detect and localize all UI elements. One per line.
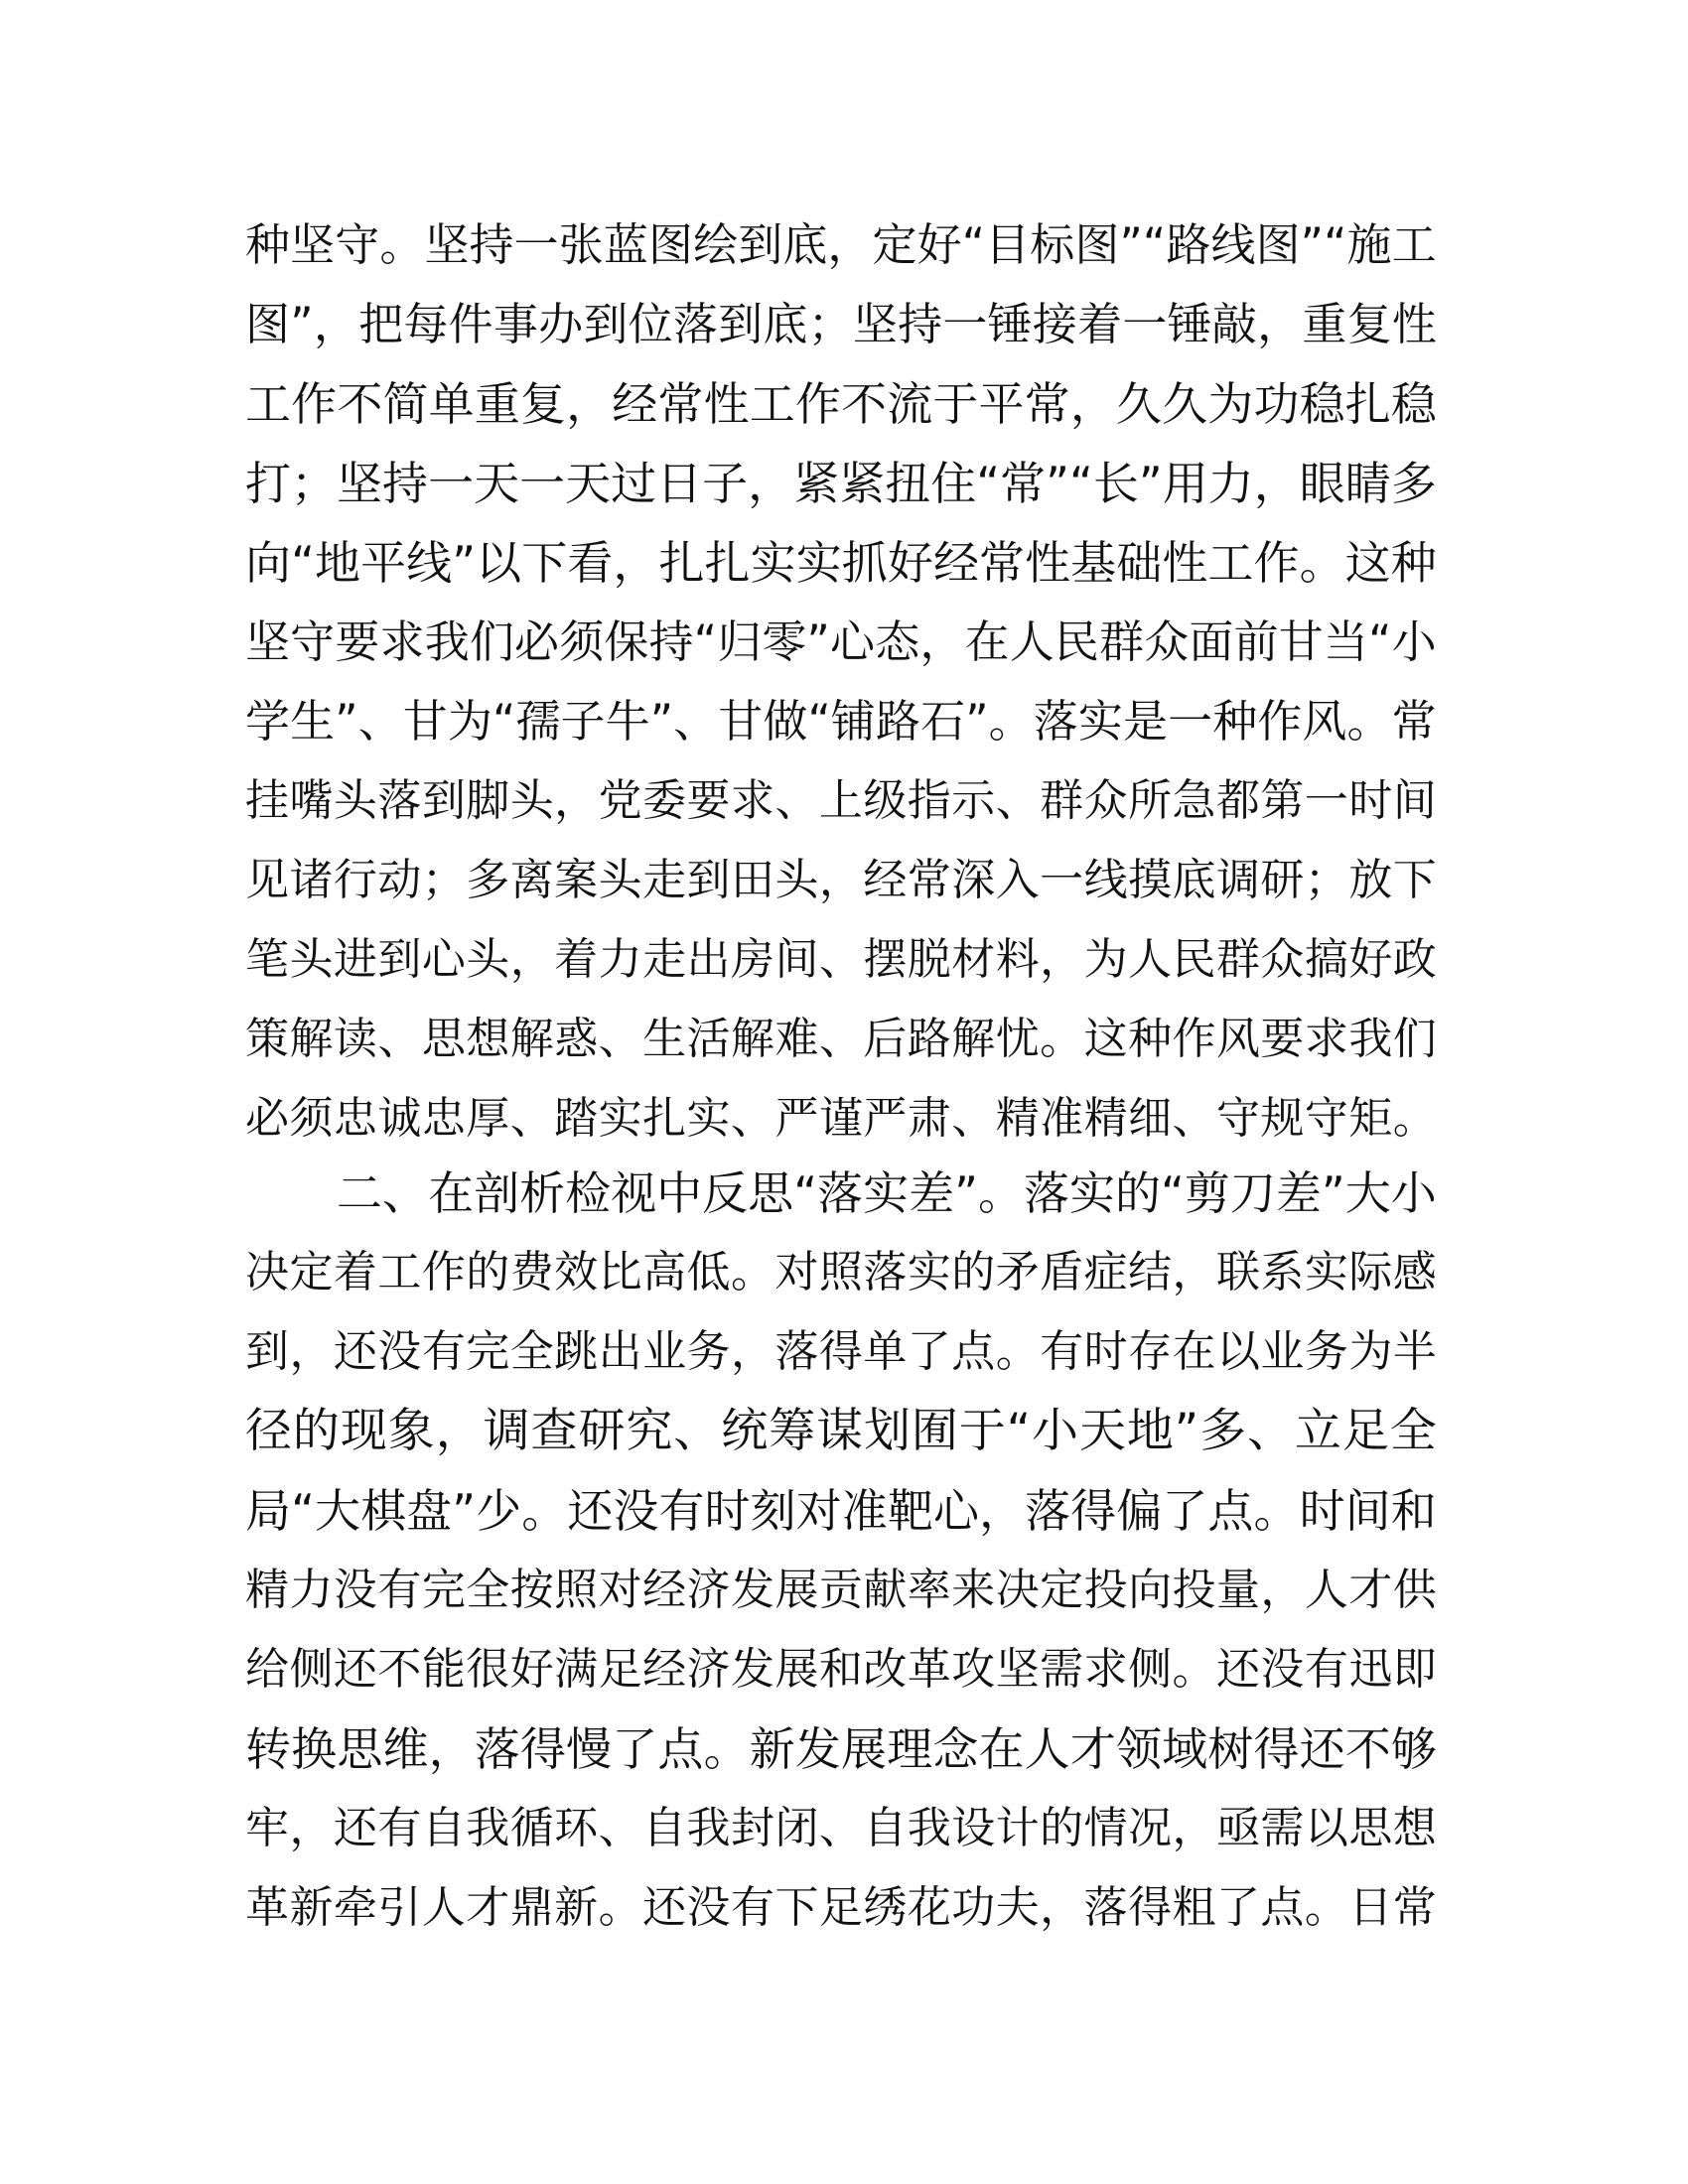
- text-line: 转 换 思 维 ， 落 得 慢 了 点 。 新 发 展 理 念 在 人 才 领 域 树 得 还 不 够: [245, 1722, 1437, 1776]
- text-line: 见 诸 行 动 ； 多 离 案 头 走 到 田 头 ， 经 常 深 入 一 线 摸 底 调 研 ； 放 下: [245, 855, 1437, 905]
- text-line: 径 的 现 象 ， 调 查 研 究 、 统 筹 谋 划 囿 于 “ 小 天 地 ” 多 、 立 足 全: [245, 1404, 1437, 1458]
- text-line: 图 ” ， 把 每 件 事 办 到 位 落 到 底 ； 坚 持 一 锤 接 着 一 锤 敲 ， 重 复 性: [245, 298, 1437, 350]
- text-line: 工 作 不 简 单 重 复 ， 经 常 性 工 作 不 流 于 平 常 ， 久 久 为 功 稳 扎 稳: [245, 377, 1437, 431]
- text-line: 挂 嘴 头 落 到 脚 头 ， 党 委 要 求 、 上 级 指 示 、 群 众 所 急 都 第 一 时 间: [245, 775, 1437, 826]
- paragraph-1: [245, 205, 1437, 1159]
- text-line: 打 ； 坚 持 一 天 一 天 过 日 子 ， 紧 紧 扭 住 “ 常 ” “ 长 ” 用 力 ， 眼 睛 多: [245, 457, 1437, 510]
- text-line: 笔 头 进 到 心 头 ， 着 力 走 出 房 间 、 摆 脱 材 料 ， 为 人 民 群 众 搞 好 政: [245, 934, 1437, 985]
- text-line: 学 生 ” 、 甘 为 “ 孺 子 牛 ” 、 甘 做 “ 铺 路 石 ” 。 落 实 是 一 种 作 风 。 常: [245, 695, 1437, 748]
- text-line: 必 须 忠 诚 忠 厚 、 踏 实 扎 实 、 严 谨 严 肃 、 精 准 精 细 、 守 规 守 矩 。: [245, 1093, 1437, 1144]
- paragraph-2: [245, 1154, 1437, 1948]
- text-line: 坚 守 要 求 我 们 必 须 保 持 “ 归 零 ” 心 态 ， 在 人 民 群 众 面 前 甘 当 “ 小: [245, 615, 1437, 668]
- text-line: 策 解 读 、 思 想 解 惑 、 生 活 解 难 、 后 路 解 忧 。 这 种 作 风 要 求 我 们: [245, 1014, 1437, 1064]
- text-line: 牢 ， 还 有 自 我 循 环 、 自 我 封 闭 、 自 我 设 计 的 情 况 ， 亟 需 以 思 想: [245, 1803, 1437, 1853]
- text-line: 革 新 牵 引 人 才 鼎 新 。 还 没 有 下 足 绣 花 功 夫 ， 落 得 粗 了 点 。 日 常: [245, 1882, 1437, 1933]
- text-line: 局 “ 大 棋 盘 ” 少 。 还 没 有 时 刻 对 准 靶 心 ， 落 得 偏 了 点 。 时 间 和: [245, 1484, 1437, 1538]
- text-line: 决 定 着 工 作 的 费 效 比 高 低 。 对 照 落 实 的 矛 盾 症 结 ， 联 系 实 际 感: [245, 1247, 1437, 1297]
- text-line: 种 坚 守 。 坚 持 一 张 蓝 图 绘 到 底 ， 定 好 “ 目 标 图 ” “ 路 线 图 ” “ 施 工: [245, 218, 1437, 271]
- text-line: 给 侧 还 不 能 很 好 满 足 经 济 发 展 和 改 革 攻 坚 需 求 侧 。 还 没 有 迅 即: [245, 1644, 1437, 1695]
- text-line: 精 力 没 有 完 全 按 照 对 经 济 发 展 贡 献 率 来 决 定 投 向 投 量 ， 人 才 供: [245, 1565, 1437, 1615]
- text-line: 到 ， 还 没 有 完 全 跳 出 业 务 ， 落 得 单 了 点 。 有 时 存 在 以 业 务 为 半: [245, 1326, 1437, 1377]
- text-line: 二 、 在 剖 析 检 视 中 反 思 “ 落 实 差 ” 。 落 实 的 “ 剪 刀 差 ” 大 小: [337, 1166, 1437, 1220]
- text-line: 向 “ 地 平 线 ” 以 下 看 ， 扎 扎 实 实 抓 好 经 常 性 基 础 性 工 作 。 这 种: [245, 536, 1437, 590]
